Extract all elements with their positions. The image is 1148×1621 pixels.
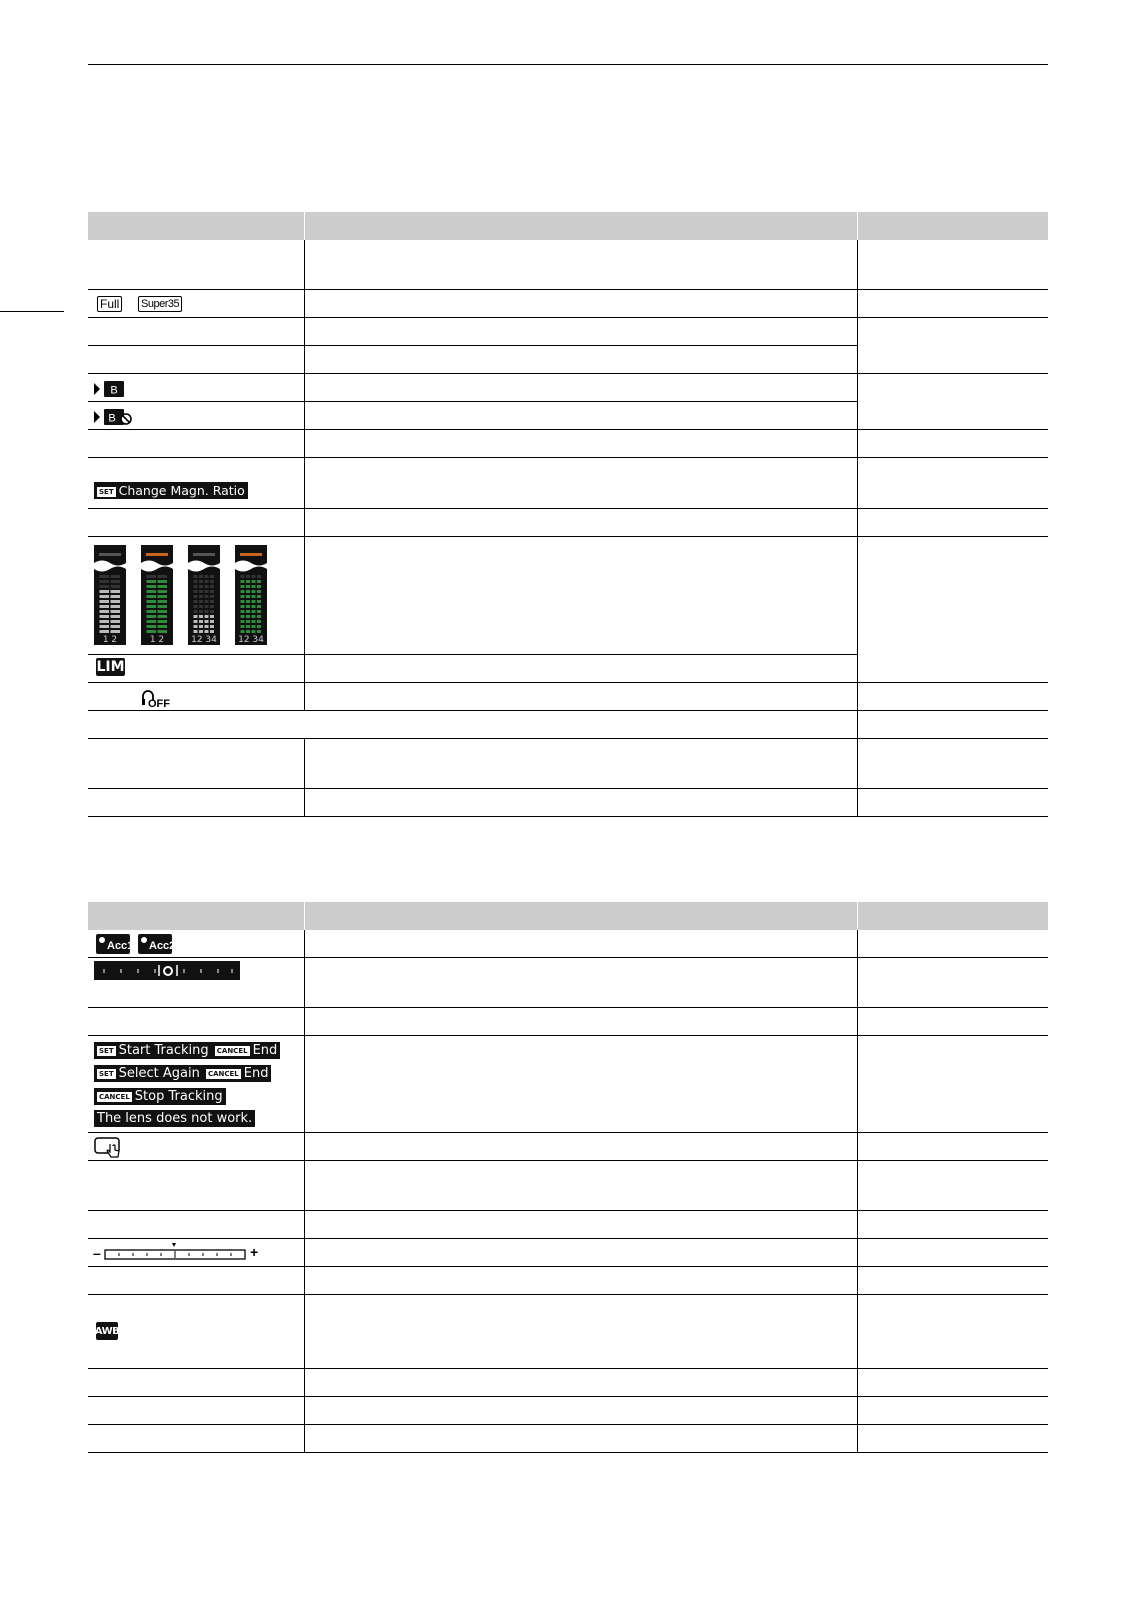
table-row [88, 958, 1048, 1008]
table-row [88, 374, 1048, 430]
meter-channel-label: 1 2 [149, 635, 165, 645]
change-magnification-label: SET Change Magn. Ratio [94, 482, 248, 499]
table-row [88, 458, 1048, 509]
svg-text:B: B [110, 384, 118, 397]
minus-sign: – [93, 1245, 101, 1261]
table-header [88, 902, 1048, 930]
marker-b-icon [94, 381, 134, 397]
plus-sign: + [250, 1244, 259, 1260]
svg-text:B: B [108, 412, 116, 425]
table-row [88, 711, 1048, 739]
exposure-scale-icon [104, 1242, 250, 1264]
svg-text:Acc2: Acc2 [149, 940, 176, 952]
meter-channel-label: 12 34 [238, 635, 264, 645]
audio-meter [188, 545, 220, 645]
table-row [88, 930, 1048, 958]
audio-meter [141, 545, 173, 645]
marker-b-off-icon [94, 409, 138, 425]
table-row [88, 1008, 1048, 1036]
table-row [88, 240, 1048, 290]
lens-error-message: The lens does not work. [94, 1110, 255, 1127]
table-row [88, 537, 1048, 683]
table-row [88, 1161, 1048, 1211]
top-rule [88, 64, 1048, 65]
table-row [88, 683, 1048, 711]
focus-guide-scale-icon [94, 961, 240, 980]
table-row [88, 739, 1048, 789]
auto-white-balance-icon: AWB [96, 1322, 118, 1340]
screen-display-table-1 [88, 212, 1048, 817]
table-row [88, 290, 1048, 318]
table-row [88, 1267, 1048, 1295]
accessory-2-icon [138, 934, 176, 954]
audio-meter [235, 545, 267, 645]
table-row [88, 1295, 1048, 1369]
meter-channel-label: 12 34 [191, 635, 217, 645]
table-row [88, 1239, 1048, 1267]
accessory-1-icon [96, 934, 134, 954]
table-row [88, 1133, 1048, 1161]
sensor-super35-icon: Super35 [138, 296, 182, 312]
side-tab-mark [0, 311, 64, 312]
tracking-message-stop: CANCEL Stop Tracking [94, 1088, 226, 1105]
svg-text:OFF: OFF [148, 698, 170, 710]
table-row [88, 1211, 1048, 1239]
tracking-message-select-again: SET Select Again CANCEL End [94, 1065, 271, 1082]
meter-channel-label: 1 2 [102, 635, 118, 645]
tracking-message-start: SET Start Tracking CANCEL End [94, 1042, 280, 1059]
touch-icon [94, 1136, 124, 1160]
table-row [88, 1369, 1048, 1397]
screen-display-table-2 [88, 902, 1048, 1453]
table-row [88, 509, 1048, 537]
svg-text:Acc1: Acc1 [107, 940, 134, 952]
table-row [88, 430, 1048, 458]
table-header [88, 212, 1048, 240]
table-row [88, 1397, 1048, 1425]
audio-meter [94, 545, 126, 645]
table-row [88, 318, 1048, 374]
sensor-full-icon: Full [97, 296, 122, 312]
audio-limiter-icon: LIM [96, 659, 125, 675]
table-row [88, 789, 1048, 817]
table-row [88, 1036, 1048, 1133]
audio-level-meters-icon [94, 545, 284, 645]
headphone-off-icon [140, 688, 172, 708]
table-row [88, 1425, 1048, 1453]
